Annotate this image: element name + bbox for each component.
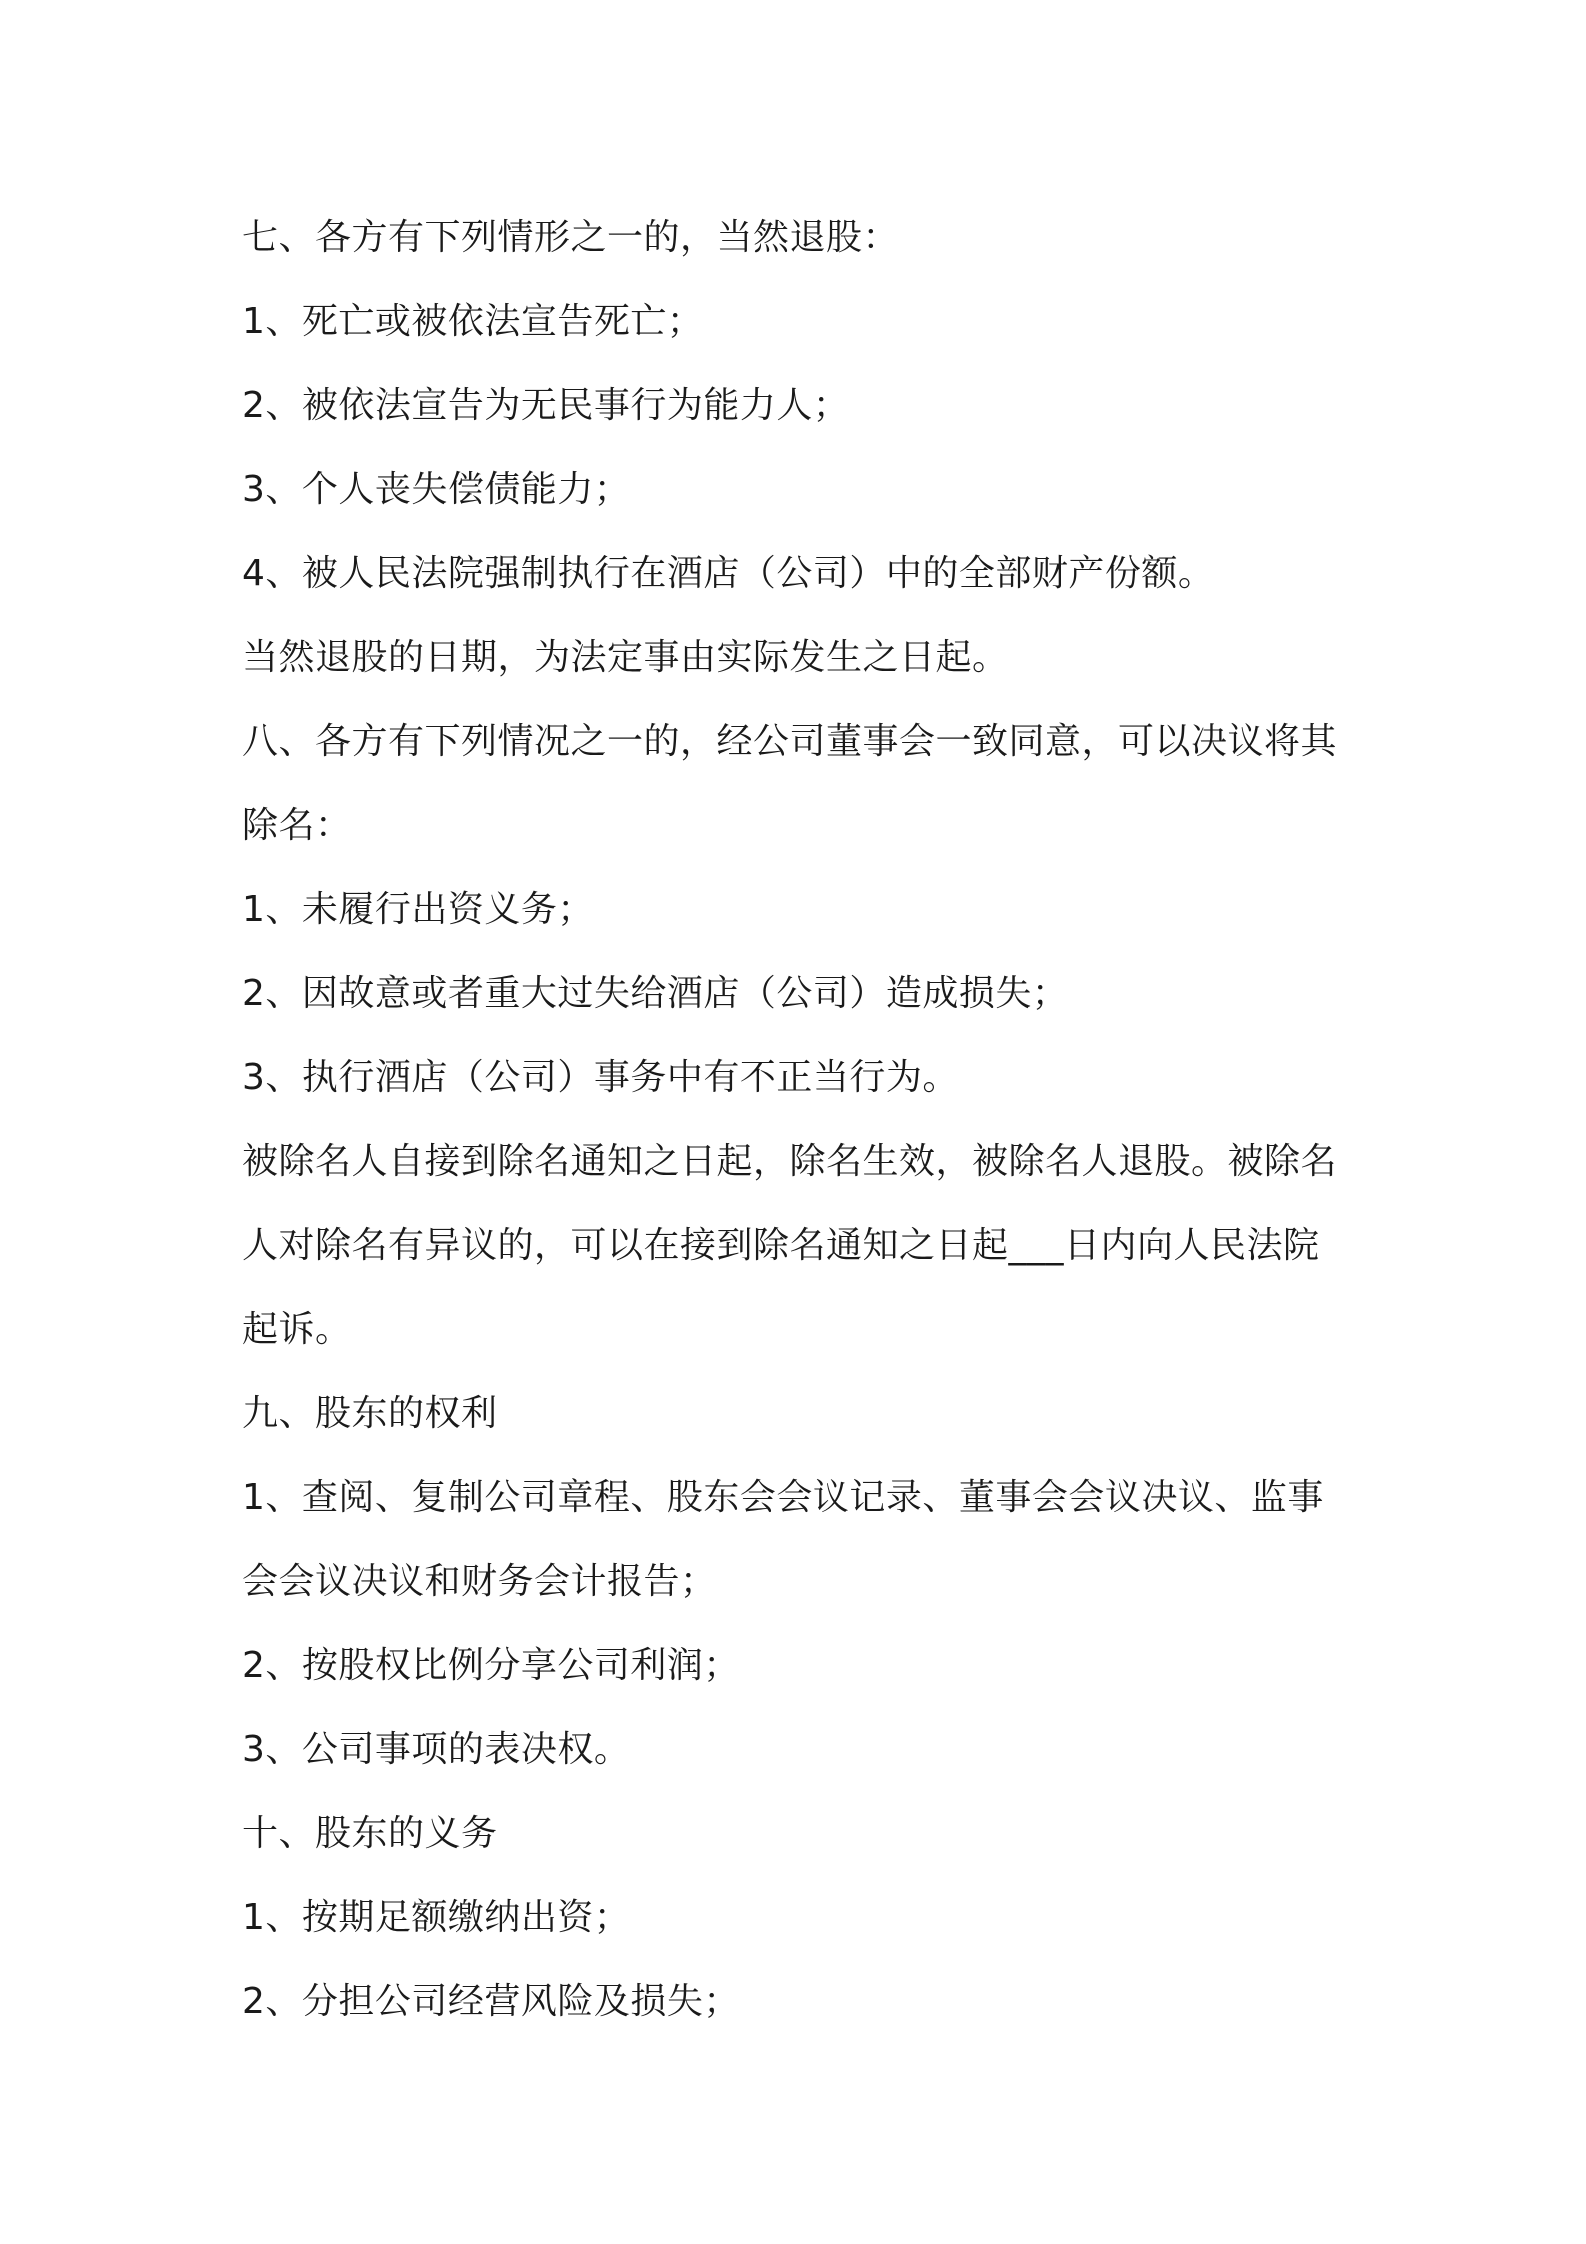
section-10-item-2: 2、分担公司经营风险及损失；	[242, 1981, 740, 2022]
section-8-heading-line-2: 除名：	[242, 805, 352, 846]
section-8-item-1: 1、未履行出资义务；	[242, 889, 594, 930]
section-8-note-line-1: 被除名人自接到除名通知之日起，除名生效，被除名人退股。被除名	[242, 1141, 1338, 1182]
section-7-heading: 七、各方有下列情形之一的，当然退股：	[242, 217, 900, 258]
section-10-heading: 十、股东的义务	[242, 1813, 498, 1854]
section-7-item-4: 4、被人民法院强制执行在酒店（公司）中的全部财产份额。	[242, 553, 1215, 594]
section-9-item-1-line-2: 会会议决议和财务会计报告；	[242, 1561, 717, 1602]
section-10-item-1: 1、按期足额缴纳出资；	[242, 1897, 631, 1938]
section-7-note: 当然退股的日期，为法定事由实际发生之日起。	[242, 637, 1009, 678]
section-9-item-2: 2、按股权比例分享公司利润；	[242, 1645, 740, 1686]
section-8-note-line-2: 人对除名有异议的，可以在接到除名通知之日起___日内向人民法院	[242, 1225, 1320, 1266]
section-8-item-2: 2、因故意或者重大过失给酒店（公司）造成损失；	[242, 973, 1069, 1014]
section-9-item-1-line-1: 1、查阅、复制公司章程、股东会会议记录、董事会会议决议、监事	[242, 1477, 1324, 1518]
document-body	[242, 196, 1362, 2044]
section-9-heading: 九、股东的权利	[242, 1393, 498, 1434]
section-7-item-3: 3、个人丧失偿债能力；	[242, 469, 631, 510]
section-9-item-3: 3、公司事项的表决权。	[242, 1729, 631, 1770]
section-7-item-1: 1、死亡或被依法宣告死亡；	[242, 301, 704, 342]
section-8-note-line-3: 起诉。	[242, 1309, 352, 1350]
section-7-item-2: 2、被依法宣告为无民事行为能力人；	[242, 385, 850, 426]
section-8-item-3: 3、执行酒店（公司）事务中有不正当行为。	[242, 1057, 959, 1098]
section-8-heading-line-1: 八、各方有下列情况之一的，经公司董事会一致同意，可以决议将其	[242, 721, 1338, 762]
